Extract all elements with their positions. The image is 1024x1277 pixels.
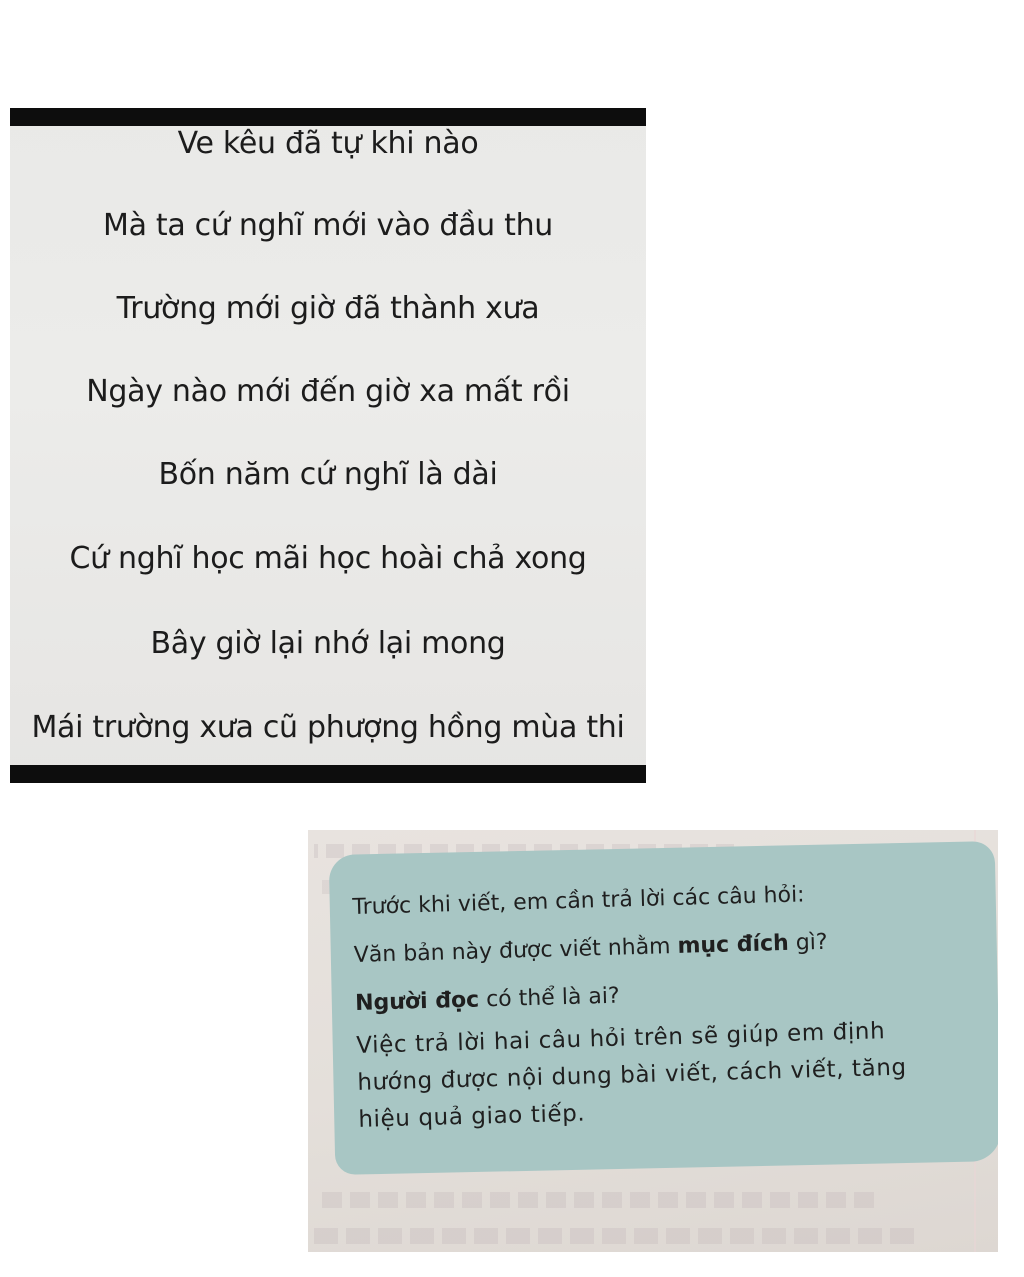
poem-line-8: Mái trường xưa cũ phượng hồng mùa thi <box>31 710 625 745</box>
question-reader-bold: Người đọc <box>354 987 480 1016</box>
question-intro: Trước khi viết, em cần trả lời các câu hỏi: <box>352 882 805 920</box>
poem-line-2: Mà ta cứ nghĩ mới vào đầu thu <box>102 208 554 243</box>
textbook-photo <box>308 830 998 1252</box>
poem-line-6: Cứ nghĩ học mãi học hoài chả xong <box>69 541 587 576</box>
bottom-black-bar <box>10 765 646 783</box>
show-through-texture <box>314 1228 914 1244</box>
poem-line-7: Bây giờ lại nhớ lại mong <box>150 626 506 661</box>
explanation-line-2: hướng được nội dung bài viết, cách viết, tăng <box>357 1054 908 1096</box>
question-reader-text: có thể là ai? <box>478 983 620 1013</box>
poem-photo <box>10 108 646 783</box>
question-purpose-end: gì? <box>788 929 828 956</box>
show-through-texture <box>314 1192 874 1208</box>
question-purpose-text: Văn bản này được viết nhằm <box>353 933 678 968</box>
question-purpose-bold: mục đích <box>677 930 790 959</box>
poem-line-4: Ngày nào mới đến giờ xa mất rồi <box>86 374 570 409</box>
poem-line-1: Ve kêu đã tự khi nào <box>177 126 479 161</box>
top-black-bar <box>10 108 646 126</box>
explanation-line-3: hiệu quả giao tiếp. <box>358 1100 586 1133</box>
explanation-line-1: Việc trả lời hai câu hỏi trên sẽ giúp em định <box>355 1018 886 1059</box>
poem-line-5: Bốn năm cứ nghĩ là dài <box>158 457 498 492</box>
tip-card-text <box>352 872 989 1138</box>
poem-line-3: Trường mới giờ đã thành xưa <box>116 291 540 326</box>
